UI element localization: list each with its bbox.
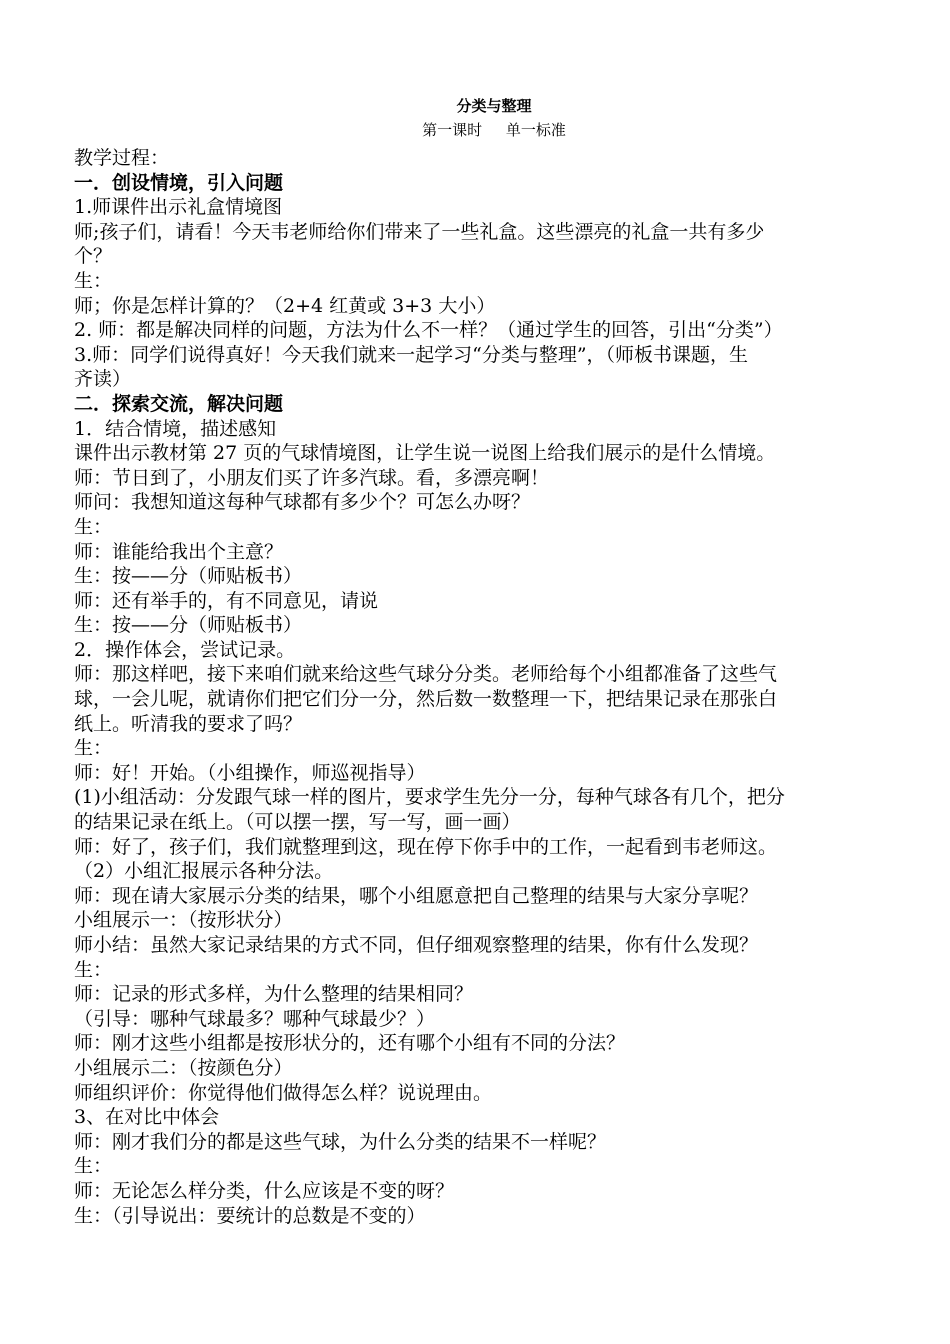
text-line: 师：节日到了，小朋友们买了许多汽球。看，多漂亮啊！ — [74, 466, 550, 489]
text-line: 生：按——分（师贴板书） — [74, 565, 303, 588]
text-line: 师：好了，孩子们，我们就整理到这，现在停下你手中的工作，一起看到韦老师这。 — [74, 835, 778, 858]
document-title: 分类与整理 — [456, 97, 532, 115]
document-subtitle: 第一课时 单一标准 — [422, 121, 566, 139]
text-line: 个？ — [74, 245, 113, 268]
text-line: （2）小组汇报展示各种分法。 — [74, 860, 334, 883]
text-line: 生：（引导说出：要统计的总数是不变的） — [74, 1204, 426, 1227]
text-line: 齐读） — [74, 368, 132, 391]
text-line: 生：按——分（师贴板书） — [74, 614, 303, 637]
text-line: 师问：我想知道这每种气球都有多少个？可怎么办呀？ — [74, 491, 531, 514]
text-line: （引导：哪种气球最多？哪种气球最少？） — [74, 1007, 436, 1030]
text-line: 师：现在请大家展示分类的结果，哪个小组愿意把自己整理的结果与大家分享呢？ — [74, 884, 759, 907]
section-heading: 一．创设情境，引入问题 — [74, 171, 284, 194]
text-line: 生： — [74, 269, 113, 292]
text-line: 师；你是怎样计算的？（2+4 红黄或 3+3 大小） — [74, 294, 496, 317]
text-line: 2. 师：都是解决同样的问题，方法为什么不一样？（通过学生的回答，引出“分类”） — [74, 319, 783, 342]
text-line: 师：记录的形式多样，为什么整理的结果相同？ — [74, 983, 474, 1006]
text-line: (1)小组活动：分发跟气球一样的图片，要求学生先分一分，每种气球各有几个，把分 — [74, 786, 785, 809]
text-line: 课件出示教材第 27 页的气球情境图，让学生说一说图上给我们展示的是什么情境。 — [74, 442, 776, 465]
text-line: 小组展示一：（按形状分） — [74, 909, 293, 932]
text-line: 1．结合情境，描述感知 — [74, 417, 277, 440]
text-line: 小组展示二：（按颜色分） — [74, 1056, 293, 1079]
text-line: 师小结：虽然大家记录结果的方式不同，但仔细观察整理的结果，你有什么发现？ — [74, 934, 759, 956]
text-line: 3.师：同学们说得真好！今天我们就来一起学习“分类与整理”，（师板书课题，生 — [74, 343, 749, 366]
text-line: 师：那这样吧，接下来咱们就来给这些气球分分类。老师给每个小组都准备了这些气 — [74, 663, 778, 686]
text-line: 师组织评价：你觉得他们做得怎么样？说说理由。 — [74, 1081, 493, 1104]
text-line: 球，一会儿呢，就请你们把它们分一分，然后数一数整理一下，把结果记录在那张白 — [74, 688, 778, 711]
text-line: 师;孩子们，请看！今天韦老师给你们带来了一些礼盒。这些漂亮的礼盒一共有多少 — [74, 220, 765, 243]
text-line: 纸上。听清我的要求了吗？ — [74, 712, 303, 735]
text-line: 师：刚才我们分的都是这些气球，为什么分类的结果不一样呢？ — [74, 1130, 607, 1153]
section-heading: 二．探索交流，解决问题 — [74, 392, 284, 415]
text-line: 生： — [74, 1155, 113, 1178]
text-line: 生： — [74, 958, 113, 981]
text-line: 3、在对比中体会 — [74, 1106, 220, 1129]
document-body — [74, 146, 884, 1228]
text-line: 2．操作体会，尝试记录。 — [74, 638, 296, 661]
text-line: 生： — [74, 737, 113, 760]
text-line: 生： — [74, 515, 113, 538]
text-line: 师：刚才这些小组都是按形状分的，还有哪个小组有不同的分法？ — [74, 1032, 626, 1055]
text-line: 师：还有举手的，有不同意见，请说 — [74, 589, 379, 612]
text-line: 师：无论怎么样分类，什么应该是不变的呀？ — [74, 1179, 455, 1202]
text-line: 师：谁能给我出个主意？ — [74, 540, 284, 563]
text-line: 师：好！开始。（小组操作，师巡视指导） — [74, 761, 426, 784]
text-line: 1.师课件出示礼盒情境图 — [74, 196, 283, 219]
text-line: 的结果记录在纸上。（可以摆一摆，写一写，画一画） — [74, 811, 521, 834]
text-line: 教学过程： — [74, 147, 170, 169]
